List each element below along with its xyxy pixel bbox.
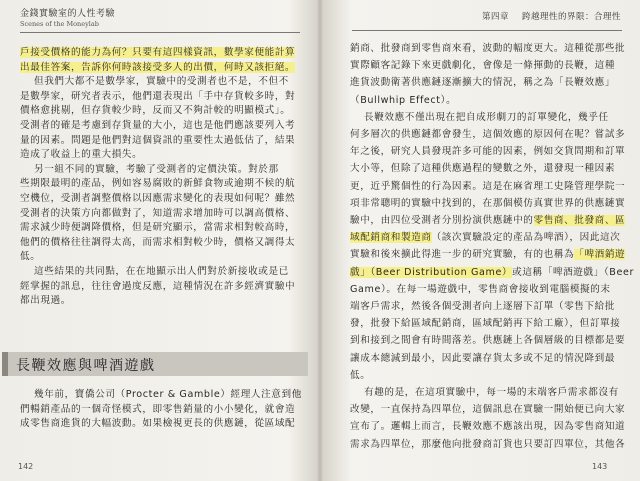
- text-span: Game）。在每一場遊戲中，零售商會接收到電腦模擬的末: [350, 283, 611, 295]
- text-span: 驗中，由四位受測者分別扮演供應鏈中的: [350, 215, 534, 226]
- text-line: [350, 334, 625, 348]
- text-line: [34, 265, 289, 279]
- text-line: [350, 94, 456, 108]
- highlighted-text: 戶接受價格的能力為何？只要有這四樣資訊，數學家便能計算: [20, 47, 296, 58]
- text-span: 成零售商進貨的大幅波動。如果檢視更長的供應鏈，從區域配: [20, 418, 296, 430]
- text-line: [20, 280, 295, 294]
- text-line: [20, 207, 295, 221]
- highlighted-text: 零售商、批發商、區: [533, 215, 626, 226]
- text-line: [350, 300, 615, 314]
- text-line: [350, 162, 615, 176]
- text-line: [34, 388, 302, 402]
- text-line: [350, 214, 625, 228]
- text-span: 是數學家，研究者表示，他們還表現出「手中存貨較多時，對: [20, 90, 296, 102]
- text-line: [20, 236, 295, 250]
- text-span: 些期限最明的產品，例如容易腐敗的新鮮食物或逾期不候的航: [20, 178, 296, 190]
- text-line: [20, 294, 71, 308]
- text-span: 有趣的是，在這項實驗中，每一場的末端客戶需求都沒有: [364, 387, 619, 398]
- text-line: [350, 352, 615, 366]
- text-span: 宣布了。邏輯上而言，長鞭效應不應該出現，因為零售商知道: [350, 421, 626, 433]
- text-line: [364, 111, 609, 125]
- text-line: [350, 248, 625, 262]
- text-span: 年之後，研究人員發現許多可能的因素，例如交貨問期和訂單: [350, 146, 626, 158]
- text-span: 讓成本總減到最小，因此要讓存貨太多或不足的情況降到最: [350, 352, 616, 364]
- text-line: [350, 231, 620, 245]
- text-line: [350, 145, 625, 159]
- text-line: [20, 403, 295, 417]
- text-span: 大小等，但除了這種供應過程的變數之外，還發現一種因素: [350, 163, 616, 175]
- text-span: 或這稱「啤酒遊戲」（Beer: [512, 266, 635, 278]
- text-line: [20, 104, 290, 118]
- text-line: [350, 317, 620, 331]
- text-span: 實際顧客記錄下來更戲劇化，會像是一條揮動的長鞭，這種: [350, 60, 616, 72]
- text-span: 端客戶需求，然後各個受測者向上逐層下訂單（零售下給批: [350, 301, 616, 312]
- text-line: [350, 403, 625, 417]
- text-span: 經掌握的訊息，往往會過度反應，這種情況在許多經濟實驗中: [20, 280, 296, 292]
- text-line: [350, 42, 625, 56]
- text-span: 但我們大都不是數學家，實驗中的受測者也不是，不但不: [34, 76, 289, 88]
- text-line: [350, 197, 625, 211]
- text-line: [20, 221, 295, 235]
- text-line: [350, 420, 625, 434]
- text-span: 銷商、批發商到零售商來看，波動的幅度更大。這種從那些批: [350, 43, 626, 54]
- text-span: （該次實驗設定的產品為啤酒），因此這次: [431, 232, 621, 244]
- page-number-left: 142: [18, 462, 34, 471]
- highlighted-text: 戲」（Beer Distribution Game）: [350, 266, 513, 278]
- text-span: 低。: [350, 369, 371, 381]
- text-span: 幾年前，寶僑公司（Procter & Gamble）經理人注意到他: [34, 389, 302, 400]
- text-span: 受測者的確是考慮到存貨量的大小，這也是他們應該要列入考: [20, 120, 296, 131]
- running-head-title-right: 跨越理性的界限：合理性: [522, 12, 622, 22]
- text-span: 他們的價格往往調得太高，而需求相對較少時，價格又調得太: [20, 236, 296, 248]
- right-page: [322, 0, 640, 481]
- text-line: [350, 59, 615, 73]
- text-span: 需求減少時便調降價格，但是研究顯示，當需求相對較高時，: [20, 222, 296, 234]
- text-span: 改變，一直保持為四單位，這個訊息在實驗一開始便已向大家: [350, 404, 626, 416]
- text-span: 進貨波動衛著供應鏈逐漸擴大的情況，稱之為「長鞭效應」: [350, 77, 616, 89]
- section-heading-band: [2, 352, 308, 376]
- text-span: 實驗和後來擴此得進一步的研究實驗，有的也稱為: [350, 249, 575, 261]
- header-rule-right: [352, 30, 622, 31]
- text-line: [20, 417, 295, 431]
- text-line: [20, 119, 295, 133]
- text-line: [20, 61, 295, 75]
- section-marker: [2, 352, 8, 376]
- text-span: （Bullwhip Effect）。: [350, 94, 457, 106]
- text-line: [350, 128, 625, 142]
- text-span: 長鞭效應不僅出現在把自成形劇刀的訂單變化，幾乎任: [364, 111, 609, 123]
- header-rule: [20, 32, 300, 33]
- text-line: [20, 250, 40, 264]
- text-span: 發，批發下給區域配銷商，區域配銷再下給工廠），但訂單接: [350, 318, 621, 330]
- text-span: 項非常聰明的實驗中找到的，在那個模仿真實世界的供應鏈實: [350, 197, 626, 209]
- section-title: 長鞭效應與啤酒遊戲: [16, 358, 156, 374]
- text-line: [20, 177, 295, 191]
- highlighted-text: 域配銷商和製造商: [350, 232, 432, 244]
- text-span: 這些結果的共同點，在在地顯示出人們對於新接收或是已: [34, 266, 289, 277]
- page-number-right: 143: [592, 462, 608, 471]
- left-page: [0, 0, 318, 481]
- text-line: [350, 76, 615, 90]
- text-span: 量的因素。問題是他們對這個資訊的重要性太過低估了，結果: [20, 134, 296, 146]
- text-span: 低。: [20, 251, 41, 263]
- text-line: [34, 163, 279, 177]
- text-line: [350, 266, 634, 280]
- text-span: 價格愈挑剔，但存貨較少時，反而又不夠計較的明顯模式」。: [20, 105, 291, 117]
- text-span: 更，近乎驚個性的行為因素。這是在麻省理工史隆管理學院一: [350, 180, 626, 192]
- text-line: [20, 46, 295, 60]
- text-line: [20, 148, 142, 162]
- text-span: 們暢銷產品的一個奇怪模式，即零售銷量的小小變化，就會造: [20, 403, 296, 415]
- text-line: [34, 75, 289, 89]
- text-line: [350, 438, 625, 452]
- running-head-chapter: 第四章: [482, 12, 510, 22]
- text-line: [350, 283, 611, 297]
- highlighted-text: 出最佳答案，告訴你何時該接受多人的出價，何時又該拒絕。: [20, 61, 296, 73]
- text-line: [20, 192, 295, 206]
- text-line: [20, 134, 295, 148]
- text-span: 都出現過。: [20, 295, 71, 307]
- text-span: 空機位，受測者調整價格以因應需求變化的表現如何呢？雖然: [20, 193, 296, 204]
- text-line: [364, 386, 619, 400]
- running-head-subtitle: Scenes of the Moneylab: [20, 20, 99, 28]
- text-span: 造成了收益上的重大損失。: [20, 149, 143, 161]
- text-line: [350, 180, 625, 194]
- running-head-title: 金錢實驗室的人性考驗: [20, 9, 116, 19]
- text-line: [20, 90, 295, 104]
- text-span: 另一組不同的實驗，考驗了受測者的定價決策。對於那: [34, 163, 279, 175]
- text-span: 需求為四單位，那麼他向批發商訂貨也只要訂四單位，其他各: [350, 438, 626, 450]
- text-span: 到和接到之間會有時間落差。供應鏈上各個層級的目標都是要: [350, 335, 626, 347]
- text-span: 何多層次的供應鏈都會發生，這個效應的原因何在呢？嘗試多: [350, 129, 626, 140]
- highlighted-text: 「啤酒銷遊: [574, 249, 626, 261]
- text-span: 受測者的決策方向都做對了，知道需求增加時可以調高價格、: [20, 207, 296, 219]
- text-line: [350, 369, 370, 383]
